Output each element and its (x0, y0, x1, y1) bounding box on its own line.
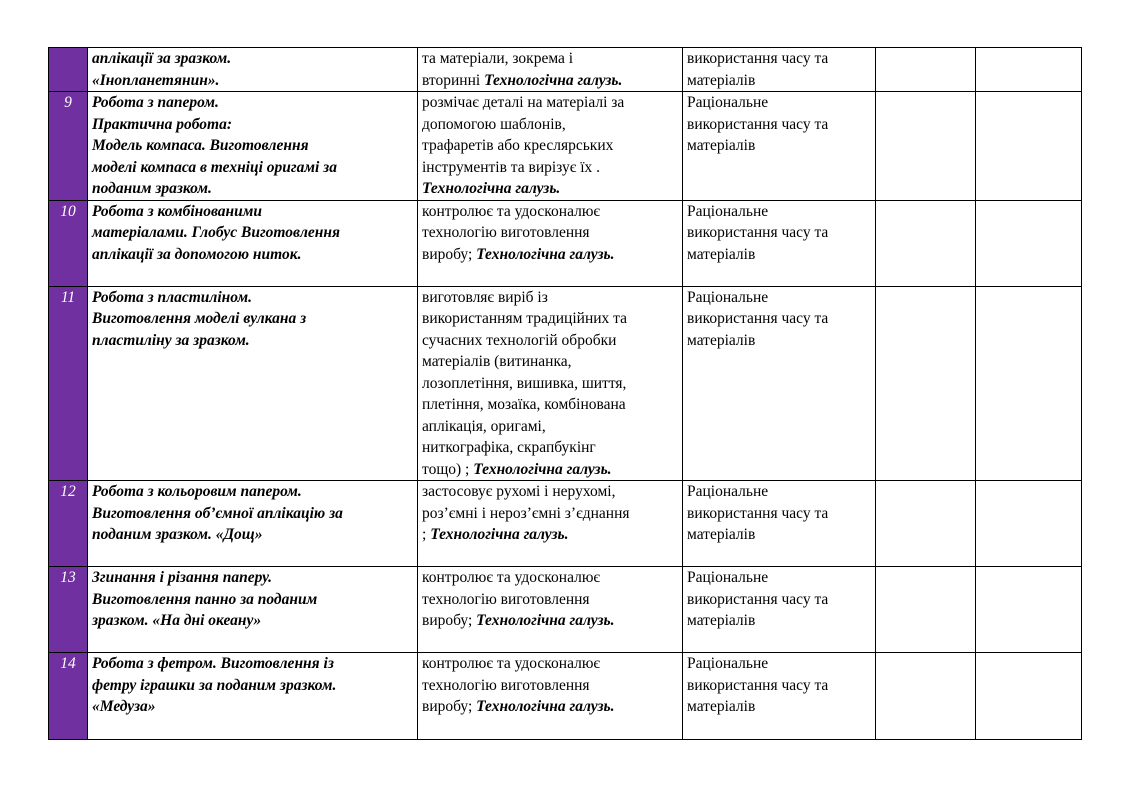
table-row (49, 200, 1082, 286)
lesson-topic-line: Згинання і різання паперу. (92, 569, 272, 586)
outcome-tail-text: виробу; (422, 245, 477, 263)
lesson-topic-line: пластиліну за зразком. (92, 331, 250, 349)
lesson-topic-line: «Інопланетянин». (92, 71, 220, 89)
subject-area-label: Технологічна галузь. (473, 460, 612, 478)
lesson-number: 12 (49, 481, 88, 567)
value-note-line: Раціональне (687, 94, 769, 111)
value-note-line: використання часу та (687, 504, 829, 522)
lesson-topic-line: аплікації за зразком. (92, 50, 232, 67)
value-note (683, 481, 876, 567)
value-note (683, 653, 876, 740)
expected-outcome-line: технологію виготовлення (422, 590, 590, 608)
expected-outcome-line: виготовляє виріб із (422, 288, 548, 306)
table-row (49, 653, 1082, 740)
table-row (49, 567, 1082, 653)
expected-outcome-line: аплікація, оригамі, (422, 417, 546, 435)
date-cell (876, 200, 976, 286)
lesson-number: 9 (49, 92, 88, 201)
date-cell (876, 92, 976, 201)
lesson-topic-line: Практична робота: (92, 115, 232, 133)
lesson-topic-line: Модель компаса. Виготовлення (92, 137, 309, 154)
lesson-topic-line: Робота з кольоровим папером. (92, 483, 302, 500)
lesson-topic-line: моделі компаса в техніці оригамі за (92, 158, 337, 176)
expected-outcome (418, 92, 683, 201)
expected-outcome-last-line (422, 610, 678, 632)
value-note-line: Раціональне (687, 288, 769, 306)
value-note-line: матеріалів (687, 71, 756, 89)
lesson-topic-line: Робота з фетром. Виготовлення із (92, 655, 334, 672)
expected-outcome-last-line (422, 696, 678, 718)
expected-outcome-line: застосовує рухомі і нерухомі, (422, 483, 616, 500)
value-note-line: Раціональне (687, 655, 769, 672)
value-note (683, 92, 876, 201)
expected-outcome-line: контролює та удосконалює (422, 202, 601, 220)
remarks-cell (976, 286, 1082, 481)
remarks-cell (976, 200, 1082, 286)
lesson-number (49, 48, 88, 92)
date-cell (876, 481, 976, 567)
lesson-number: 13 (49, 567, 88, 653)
outcome-tail-text: ; (422, 526, 431, 543)
value-note-line: використання часу та (687, 115, 829, 133)
value-note-line: використання часу та (687, 310, 829, 327)
expected-outcome-line: інструментів та вирізує їх . (422, 158, 601, 176)
lesson-topic-line: фетру іграшки за поданим зразком. (92, 676, 337, 694)
remarks-cell (976, 653, 1082, 740)
outcome-tail-text: вторинні (422, 71, 485, 89)
expected-outcome-line: використанням традиційних та (422, 310, 628, 327)
lesson-topic (88, 200, 418, 286)
lesson-topic-line: «Медуза» (92, 698, 156, 715)
lesson-topic-line: зразком. «На дні океану» (92, 612, 262, 629)
expected-outcome-line: матеріалів (витинанка, (422, 353, 572, 370)
value-note (683, 200, 876, 286)
lesson-topic-line: Виготовлення моделі вулкана з (92, 310, 307, 327)
date-cell (876, 48, 976, 92)
lesson-topic-line: Робота з комбінованими (92, 202, 263, 220)
value-note-line: використання часу та (687, 224, 829, 241)
value-note-line: Раціональне (687, 569, 769, 586)
remarks-cell (976, 48, 1082, 92)
value-note-line: матеріалів (687, 526, 756, 543)
value-note-line: використання часу та (687, 676, 829, 694)
value-note-line: Раціональне (687, 483, 769, 500)
lesson-topic-line: Робота з папером. (92, 94, 219, 111)
expected-outcome-line: контролює та удосконалює (422, 569, 601, 586)
date-cell (876, 286, 976, 481)
lesson-plan-table (48, 47, 1082, 740)
lesson-topic (88, 286, 418, 481)
expected-outcome-line: сучасних технологій обробки (422, 331, 617, 349)
lesson-topic-line: Виготовлення об’ємної аплікацію за (92, 504, 343, 522)
expected-outcome (418, 48, 683, 92)
expected-outcome-line: технологію виготовлення (422, 676, 590, 694)
expected-outcome-line: плетіння, мозаїка, комбінована (422, 396, 626, 413)
expected-outcome (418, 481, 683, 567)
expected-outcome (418, 200, 683, 286)
expected-outcome-last-line (422, 244, 678, 266)
subject-area-label: Технологічна галузь. (476, 612, 615, 629)
value-note-line: матеріалів (687, 331, 756, 349)
outcome-tail-text: виробу; (422, 698, 477, 715)
lesson-topic-line: Робота з пластиліном. (92, 288, 252, 306)
subject-area-label: Технологічна галузь. (476, 698, 615, 715)
expected-outcome-line: роз’ємні і нероз’ємні з’єднання (422, 504, 630, 522)
value-note-line: використання часу та (687, 50, 829, 67)
lesson-number: 11 (49, 286, 88, 481)
lesson-number: 10 (49, 200, 88, 286)
lesson-topic-line: аплікації за допомогою ниток. (92, 245, 302, 263)
expected-outcome-last-line (422, 459, 678, 481)
expected-outcome (418, 286, 683, 481)
subject-area-label: Технологічна галузь. (430, 526, 569, 543)
value-note-line: матеріалів (687, 137, 756, 154)
table-row (49, 92, 1082, 201)
lesson-topic-line: матеріалами. Глобус Виготовлення (92, 224, 340, 241)
subject-area-label: Технологічна галузь. (484, 71, 623, 89)
expected-outcome-line: ниткографіка, скрапбукінг (422, 439, 596, 456)
lesson-topic (88, 567, 418, 653)
table-row (49, 481, 1082, 567)
outcome-tail-text: виробу; (422, 612, 477, 629)
lesson-topic-line: поданим зразком. «Дощ» (92, 526, 263, 543)
lesson-topic-line: поданим зразком. (92, 180, 212, 197)
expected-outcome-line: технологію виготовлення (422, 224, 590, 241)
value-note (683, 567, 876, 653)
expected-outcome-line: лозоплетіння, вишивка, шиття, (422, 374, 627, 392)
expected-outcome (418, 653, 683, 740)
value-note-line: використання часу та (687, 590, 829, 608)
remarks-cell (976, 92, 1082, 201)
value-note (683, 286, 876, 481)
expected-outcome (418, 567, 683, 653)
remarks-cell (976, 567, 1082, 653)
expected-outcome-line: трафаретів або креслярських (422, 137, 614, 154)
subject-area-label: Технологічна галузь. (422, 180, 561, 197)
table-row (49, 286, 1082, 481)
lesson-topic (88, 481, 418, 567)
remarks-cell (976, 481, 1082, 567)
value-note-line: матеріалів (687, 612, 756, 629)
lesson-plan-body (49, 48, 1082, 740)
lesson-number: 14 (49, 653, 88, 740)
date-cell (876, 653, 976, 740)
expected-outcome-last-line (422, 70, 678, 92)
table-row (49, 48, 1082, 92)
expected-outcome-line: контролює та удосконалює (422, 655, 601, 672)
expected-outcome-last-line (422, 524, 678, 546)
value-note-line: матеріалів (687, 698, 756, 715)
expected-outcome-line: та матеріали, зокрема і (422, 50, 574, 67)
value-note (683, 48, 876, 92)
lesson-topic (88, 653, 418, 740)
expected-outcome-last-line (422, 178, 678, 200)
value-note-line: матеріалів (687, 245, 756, 263)
expected-outcome-line: допомогою шаблонів, (422, 115, 566, 133)
lesson-topic (88, 48, 418, 92)
value-note-line: Раціональне (687, 202, 769, 220)
date-cell (876, 567, 976, 653)
lesson-topic (88, 92, 418, 201)
expected-outcome-line: розмічає деталі на матеріалі за (422, 94, 625, 111)
outcome-tail-text: тощо) ; (422, 460, 474, 478)
lesson-topic-line: Виготовлення панно за поданим (92, 590, 318, 608)
subject-area-label: Технологічна галузь. (476, 245, 615, 263)
